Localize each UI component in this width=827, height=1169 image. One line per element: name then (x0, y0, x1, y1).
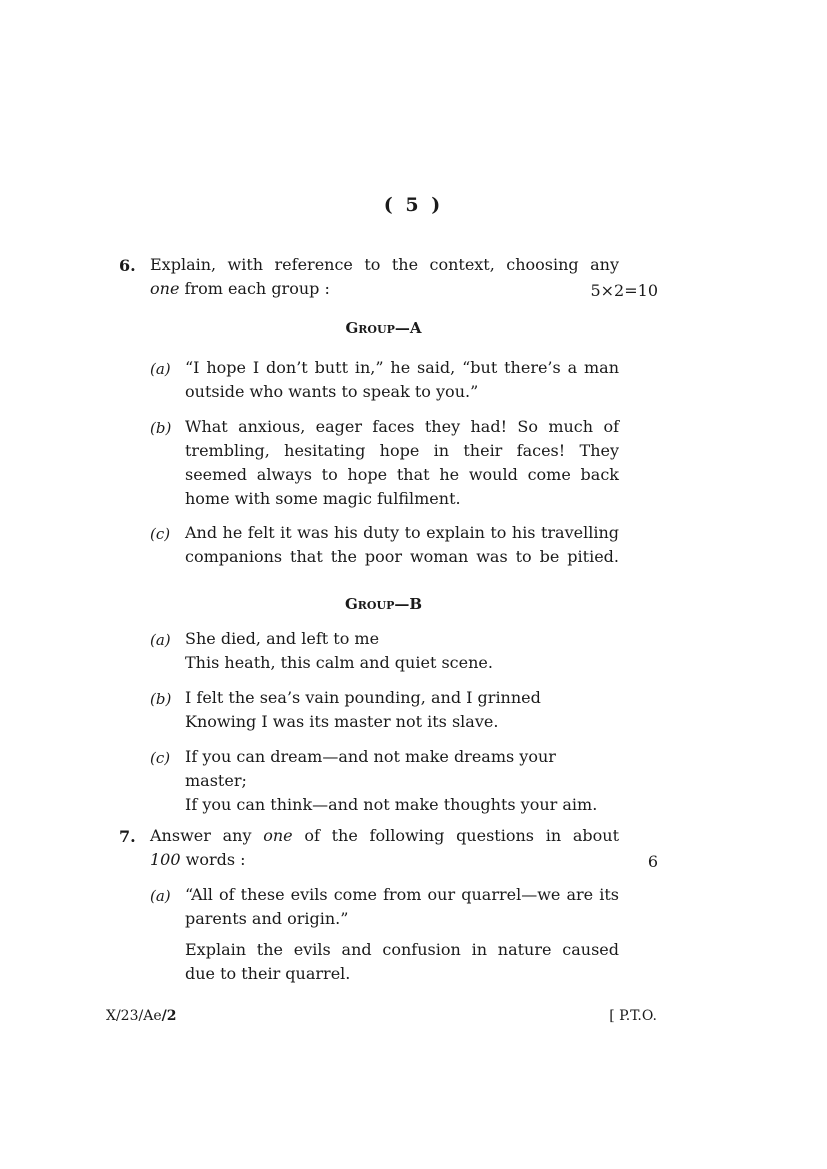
question-7-line-1 (150, 824, 619, 848)
group-b-item-a-label: (a) (150, 631, 171, 649)
group-b-item-b-label: (b) (150, 690, 172, 708)
text-line: What anxious, eager faces they had! So much of (185, 417, 619, 436)
question-7-text-b: of the following questions in about (292, 826, 620, 845)
question-7-item-a-quote (185, 883, 619, 931)
question-6-marks: 5×2=10 (590, 281, 658, 300)
group-b-item-b (185, 686, 619, 734)
text-line: outside who wants to speak to you.” (185, 382, 479, 401)
group-a-item-b-label: (b) (150, 419, 172, 437)
text-line: parents and origin.” (185, 909, 349, 928)
text-line: She died, and left to me (185, 629, 380, 648)
question-7-word-count: 100 (150, 850, 181, 869)
paper-code (106, 1008, 176, 1024)
question-6-line-1: Explain, with reference to the context, choosing any (150, 255, 619, 274)
text-line: seemed always to hope that he would come back (185, 465, 619, 484)
group-a-item-b (185, 415, 619, 511)
text-line: Explain the evils and confusion in nature caused (185, 940, 619, 959)
group-a-item-a (185, 356, 619, 404)
group-b-item-c (185, 745, 619, 817)
group-b-item-c-label: (c) (150, 749, 171, 767)
question-7-line-2-text: words : (180, 850, 246, 869)
question-6-emphasis: one (150, 279, 180, 298)
question-7-item-a-task (185, 938, 619, 986)
question-7-item-a-label: (a) (150, 887, 171, 905)
question-6-number: 6. (119, 256, 136, 275)
text-line: “I hope I don’t butt in,” he said, “but there’s a man (185, 358, 619, 377)
group-a-item-c-label: (c) (150, 525, 171, 543)
question-7-emphasis: one (263, 826, 293, 845)
paper-code-suffix: /2 (161, 1008, 177, 1024)
question-7-number: 7. (119, 827, 136, 846)
text-line: home with some magic fulfilment. (185, 489, 461, 508)
text-line: trembling, hesitating hope in their faces! They (185, 441, 619, 460)
text-line: If you can think—and not make thoughts your aim. (185, 795, 598, 814)
pto-note: [ P.T.O. (609, 1008, 657, 1024)
text-line: And he felt it was his duty to explain to his travelling (185, 523, 619, 542)
group-a-item-a-label: (a) (150, 360, 171, 378)
text-line: due to their quarrel. (185, 964, 351, 983)
question-7-line-2 (150, 848, 246, 872)
page-number: ( 5 ) (383, 194, 444, 216)
paper-code-prefix: X/23/Ae (106, 1008, 162, 1024)
text-line: This heath, this calm and quiet scene. (185, 653, 493, 672)
text-line: companions that the poor woman was to be pitied. (185, 547, 619, 566)
text-line: I felt the sea’s vain pounding, and I grinned (185, 688, 541, 707)
question-7-marks: 6 (647, 852, 658, 871)
group-b-heading: Group—B (344, 595, 423, 613)
text-line: “All of these evils come from our quarrel—we are its (185, 885, 619, 904)
question-6-line-2-text: from each group : (179, 279, 330, 298)
text-line: If you can dream—and not make dreams your master; (185, 747, 556, 790)
group-a-heading: Group—A (345, 319, 422, 337)
text-line: Knowing I was its master not its slave. (185, 712, 499, 731)
group-b-item-a (185, 627, 619, 675)
group-a-item-c (185, 521, 619, 569)
question-6-line-2 (150, 277, 330, 301)
question-7-text-a: Answer any (150, 826, 264, 845)
